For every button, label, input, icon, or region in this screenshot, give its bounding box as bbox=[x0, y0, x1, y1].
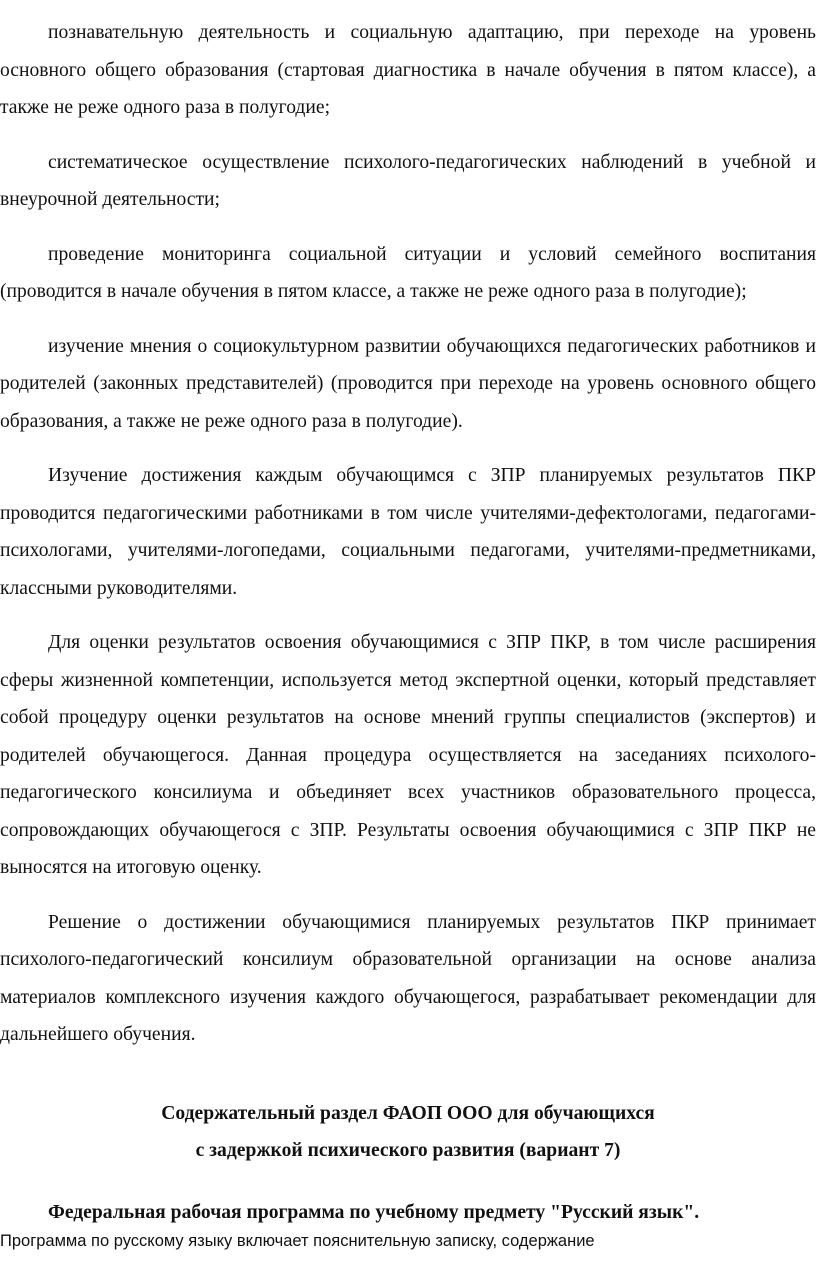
subheading-russian-program: Федеральная рабочая программа по учебному предмету "Русский язык". bbox=[48, 1201, 700, 1223]
paragraph-observations: систематическое осуществление психолого-педагогических наблюдений в учебной и внеурочной деятельности; bbox=[0, 151, 816, 210]
paragraph-opinion-study: изучение мнения о социокультурном развитии обучающихся педагогических работников и родителей (законных представителей) (проводится при переходе на уровень основного общего образования, а также не реже одного раза в полугодие). bbox=[0, 335, 816, 432]
paragraph-diagnostics: познавательную деятельность и социальную адаптацию, при переходе на уровень основного общего образования (стартовая диагностика в начале обучения в пятом классе), а также не реже одного раза в полугодие; bbox=[0, 22, 816, 118]
paragraph-monitoring: проведение мониторинга социальной ситуации и условий семейного воспитания (проводится в начале обучения в пятом классе, а также не реже одного раза в полугодие); bbox=[0, 243, 816, 302]
document-page bbox=[0, 14, 816, 1231]
paragraph-achievement-study: Изучение достижения каждым обучающимся с ЗПР планируемых результатов ПКР проводится педагогическими работниками в том числе учителями-дефектологами, педагогами-психологами, учителями-логопедами, социальными педагогами, учителями-предметниками, классными руководителями. bbox=[0, 465, 816, 599]
footer-text: Программа по русскому языку включает пояснительную записку, содержание bbox=[0, 1232, 595, 1250]
section-heading-line1: Содержательный раздел ФАОП ООО для обучающихся bbox=[161, 1102, 655, 1124]
section-heading-line2: с задержкой психического развития (вариант 7) bbox=[195, 1140, 621, 1161]
paragraph-decision: Решение о достижении обучающимися планируемых результатов ПКР принимает психолого-педагогический консилиум образовательной организации на основе анализа материалов комплексного изучения каждого обучающегося, разрабатывает рекомендации для дальнейшего обучения. bbox=[0, 911, 816, 1045]
paragraph-expert-evaluation: Для оценки результатов освоения обучающимися с ЗПР ПКР, в том числе расширения сферы жизненной компетенции, используется метод экспертной оценки, который представляет собой процедуру оценки результатов на основе мнений группы специалистов (экспертов) и родителей обучающегося. Данная процедура осуществляется на заседаниях психолого-педагогического консилиума и объединяет всех участников образовательного процесса, сопровождающих обучающегося с ЗПР. Результаты освоения обучающимися с ЗПР ПКР не выносятся на итоговую оценку. bbox=[0, 632, 816, 878]
